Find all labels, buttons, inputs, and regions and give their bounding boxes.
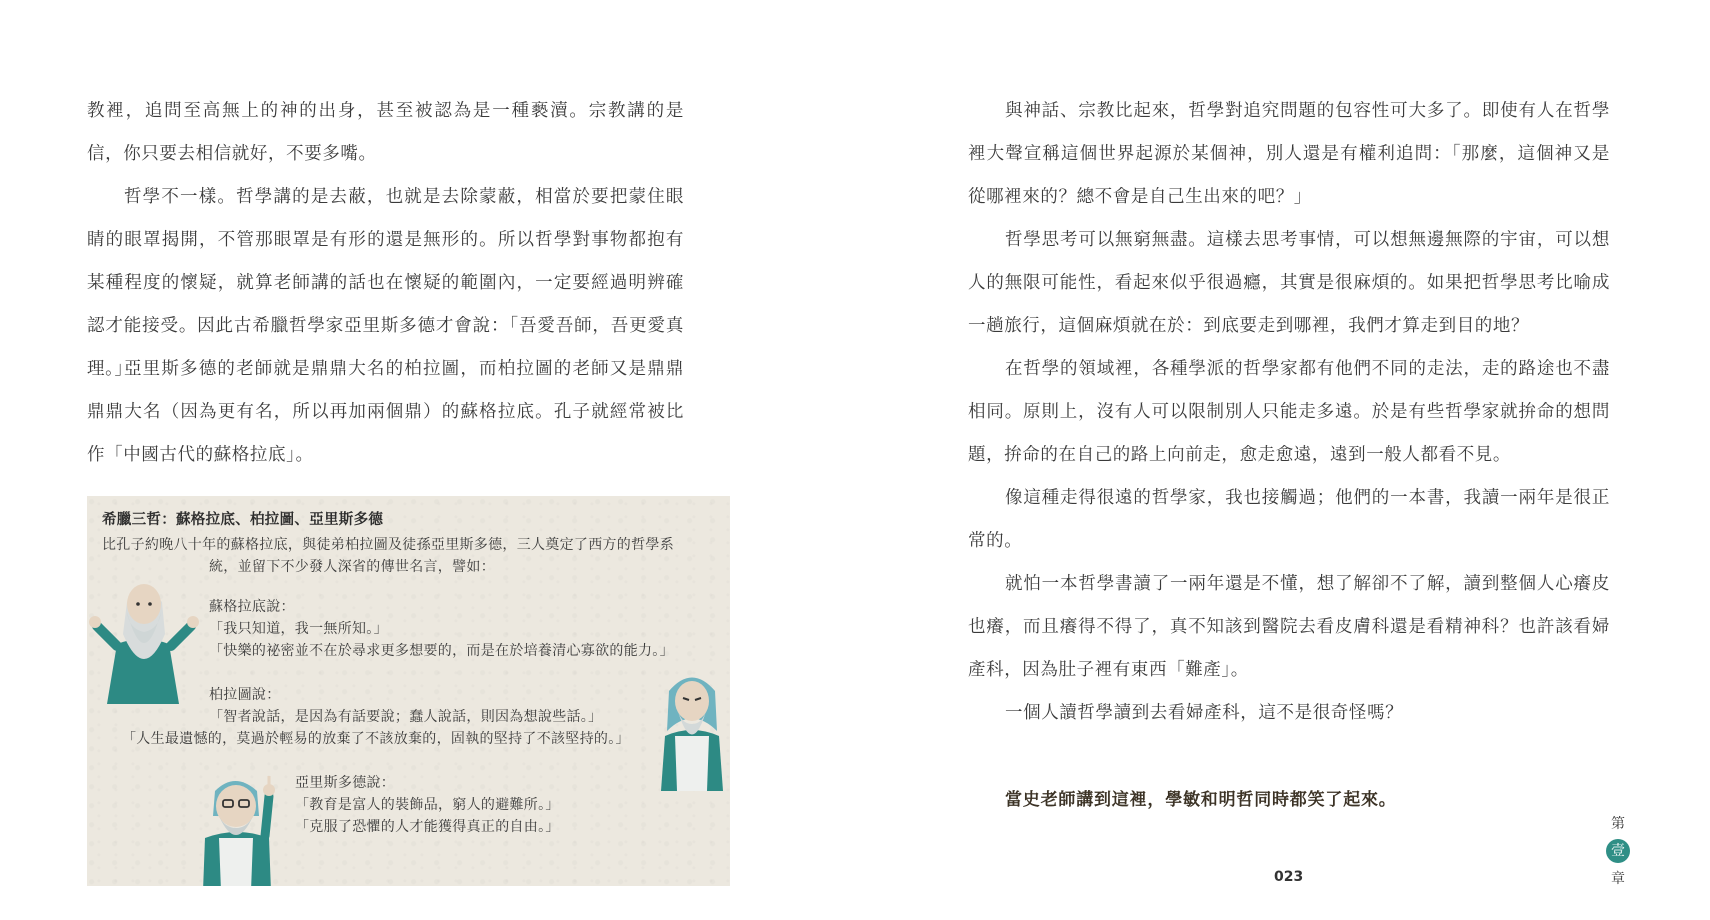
page-number: 023 bbox=[1274, 869, 1304, 885]
closing-line: 當史老師講到這裡，學敏和明哲同時都笑了起來。 bbox=[1005, 790, 1397, 810]
paragraph: 與神話、宗教比起來，哲學對追究問題的包容性可大多了。即使有人在哲學裡大聲宣稱這個世界起源於某個神，別人還是有權利追問：「那麼，這個神又是從哪裡來的？總不會是自己生出來的吧？」 bbox=[968, 101, 1610, 207]
right-page bbox=[855, 0, 1710, 920]
chapter-label-top: 第 bbox=[1611, 816, 1625, 832]
sidebar-title: 希臘三哲：蘇格拉底、柏拉圖、亞里斯多德 bbox=[102, 512, 384, 528]
plato-quote: 「人生最遺憾的，莫過於輕易的放棄了不該放棄的，固執的堅持了不該堅持的。」 bbox=[122, 731, 630, 747]
socrates-label: 蘇格拉底說： bbox=[209, 599, 295, 615]
paragraph: 就怕一本哲學書讀了一兩年還是不懂，想了解卻不了解，讀到整個人心癢皮也癢，而且癢得不得了，真不知該到醫院去看皮膚科還是看精神科？也許該看婦產科，因為肚子裡有東西「難產」。 bbox=[968, 574, 1610, 680]
plato-illustration bbox=[657, 666, 727, 791]
aristotle-illustration bbox=[187, 766, 287, 886]
chapter-marker bbox=[1604, 814, 1632, 889]
philosophers-sidebar bbox=[87, 496, 730, 886]
aristotle-label: 亞里斯多德說： bbox=[295, 775, 396, 791]
paragraph: 哲學思考可以無窮無盡。這樣去思考事情，可以想無邊無際的宇宙，可以想人的無限可能性，看起來似乎很過癮，其實是很麻煩的。如果把哲學思考比喻成一趟旅行，這個麻煩就在於：到底要走到哪裡，我們才算走到目的地？ bbox=[968, 230, 1610, 336]
sidebar-intro: 比孔子約晚八十年的蘇格拉底，與徒弟柏拉圖及徒孫亞里斯多德，三人奠定了西方的哲學系 bbox=[102, 537, 674, 553]
paragraph: 哲學不一樣。哲學講的是去蔽，也就是去除蒙蔽，相當於要把蒙住眼睛的眼罩揭開，不管那眼罩是有形的還是無形的。所以哲學對事物都抱有某種程度的懷疑，就算老師講的話也在懷疑的範圍內，一定要經過明辨確認才能接受。因此古希臘哲學家亞里斯多德才會說：「吾愛吾師，吾更愛真理。」 bbox=[87, 187, 684, 379]
paragraph: 像這種走得很遠的哲學家，我也接觸過；他們的一本書，我讀一兩年是很正常的。 bbox=[968, 488, 1610, 551]
plato-label: 柏拉圖說： bbox=[209, 687, 281, 703]
sidebar-intro: 統，並留下不少發人深省的傳世名言，譬如： bbox=[209, 559, 495, 575]
paragraph: 一個人讀哲學讀到去看婦產科，這不是很奇怪嗎？ bbox=[1005, 703, 1404, 723]
aristotle-quote: 「克服了恐懼的人才能獲得真正的自由。」 bbox=[295, 819, 560, 835]
chapter-number-badge: 壹 bbox=[1606, 839, 1630, 863]
aristotle-quote: 「教育是富人的裝飾品，窮人的避難所。」 bbox=[295, 797, 560, 813]
paragraph: 亞里斯多德的老師就是鼎鼎大名的柏拉圖，而柏拉圖的老師又是鼎鼎鼎鼎大名（因為更有名，所以再加兩個鼎）的蘇格拉底。孔子就經常被比作「中國古代的蘇格拉底」。 bbox=[87, 359, 684, 465]
plato-quote: 「智者說話，是因為有話要說；蠢人說話，則因為想說些話。」 bbox=[209, 709, 603, 725]
socrates-illustration bbox=[87, 574, 202, 704]
socrates-quote: 「我只知道，我一無所知。」 bbox=[209, 621, 388, 637]
socrates-quote: 「快樂的祕密並不在於尋求更多想要的，而是在於培養清心寡欲的能力。」 bbox=[209, 643, 674, 659]
paragraph: 在哲學的領域裡，各種學派的哲學家都有他們不同的走法，走的路途也不盡相同。原則上，沒有人可以限制別人只能走多遠。於是有些哲學家就拚命的想問題，拚命的在自己的路上向前走，愈走愈遠，遠到一般人都看不見。 bbox=[968, 359, 1610, 465]
chapter-label-bottom: 章 bbox=[1611, 871, 1625, 887]
paragraph: 教裡，追問至高無上的神的出身，甚至被認為是一種褻瀆。宗教講的是信，你只要去相信就好，不要多嘴。 bbox=[87, 101, 684, 164]
